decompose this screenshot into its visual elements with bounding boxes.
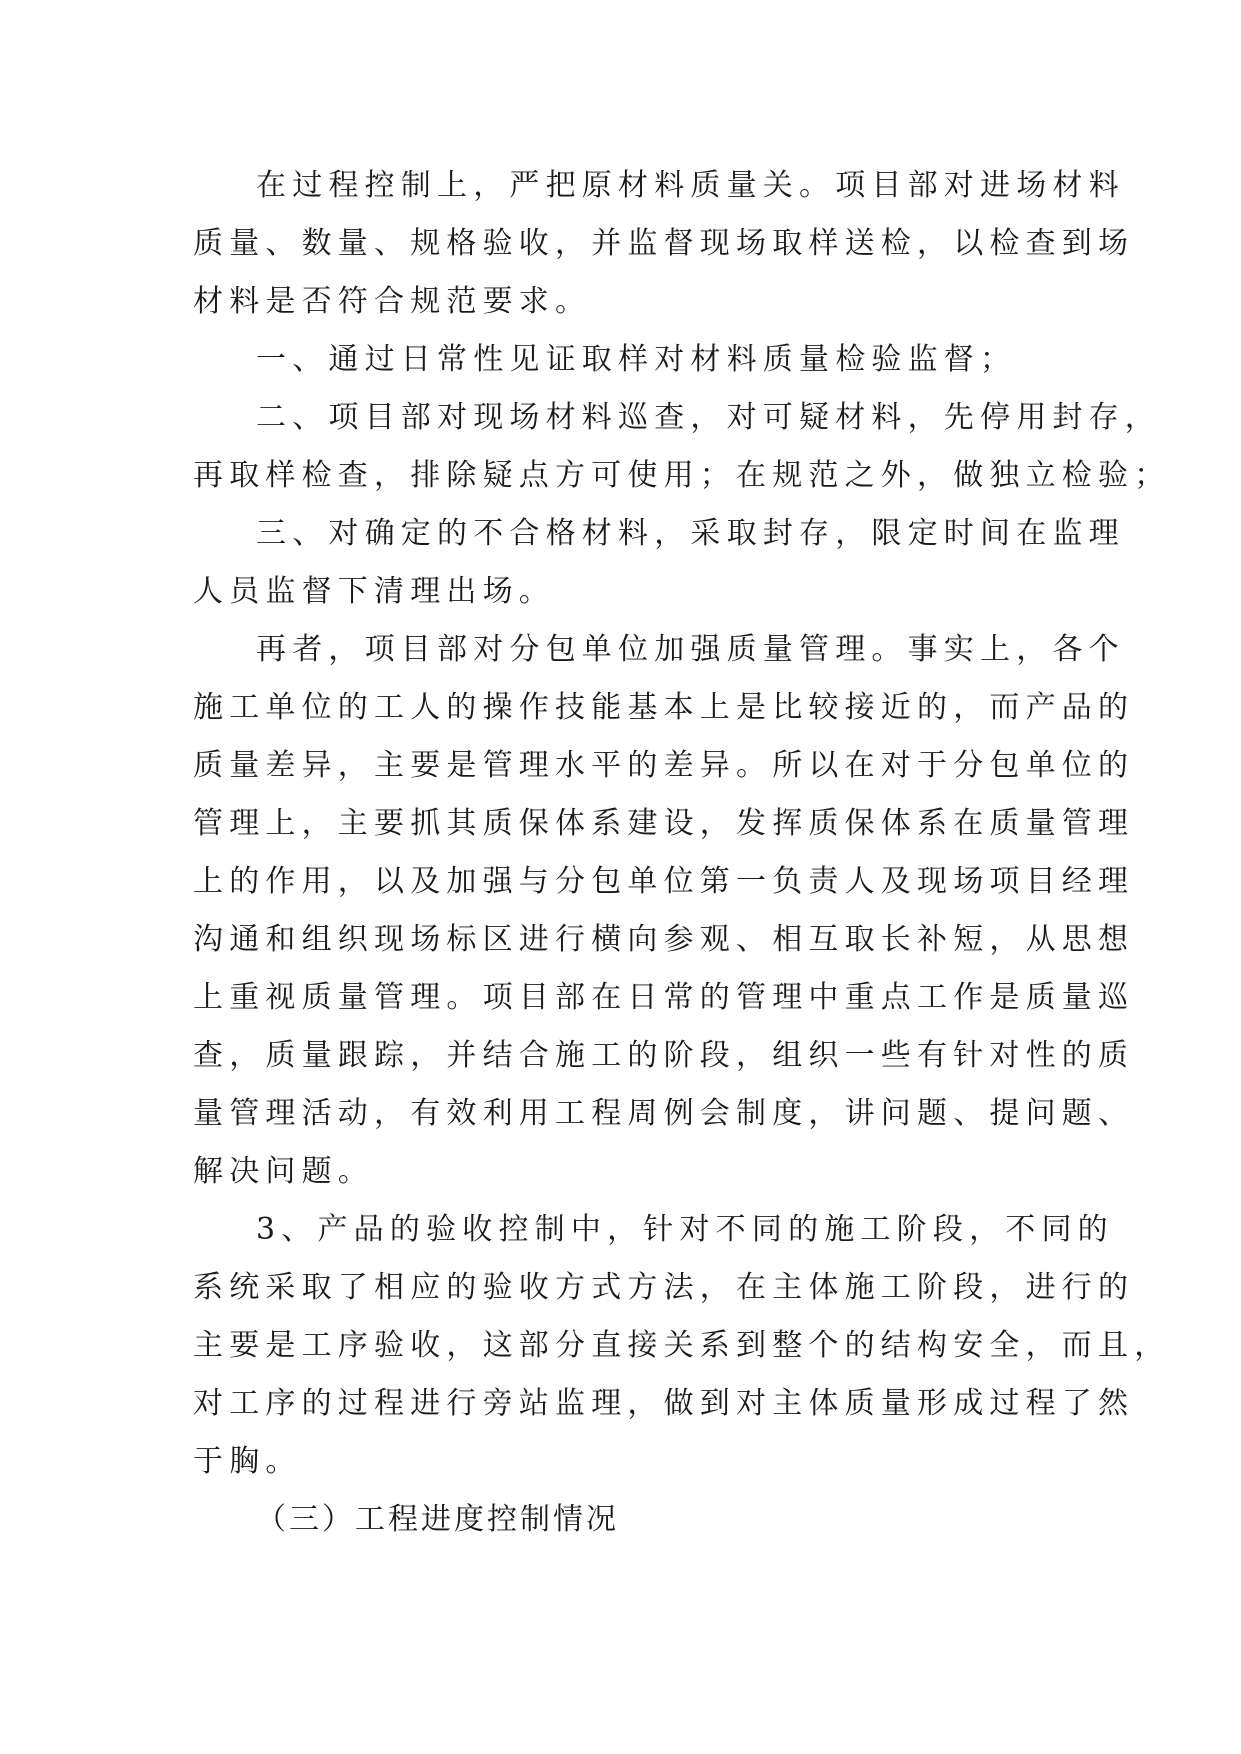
list-item-3-line-2: 人员监督下清理出场。 (193, 574, 555, 609)
paragraph-subcontract-line-2: 施工单位的工人的操作技能基本上是比较接近的，而产品的 (193, 690, 1135, 725)
paragraph-acceptance-line-2: 系统采取了相应的验收方式方法，在主体施工阶段，进行的 (193, 1270, 1135, 1305)
paragraph-acceptance-line-1: 3、产品的验收控制中，针对不同的施工阶段，不同的 (256, 1212, 1114, 1247)
paragraph-process-control-line-1: 在过程控制上，严把原材料质量关。项目部对进场材料 (256, 168, 1125, 203)
paragraph-acceptance-line-3: 主要是工序验收，这部分直接关系到整个的结构安全，而且， (193, 1328, 1171, 1363)
paragraph-subcontract-line-10: 解决问题。 (193, 1154, 374, 1189)
paragraph-subcontract-line-3: 质量差异，主要是管理水平的差异。所以在对于分包单位的 (193, 748, 1135, 783)
paragraph-subcontract-line-7: 上重视质量管理。项目部在日常的管理中重点工作是质量巡 (193, 980, 1135, 1015)
paragraph-acceptance-line-5: 于胸。 (193, 1444, 302, 1479)
paragraph-subcontract-line-4: 管理上，主要抓其质保体系建设，发挥质保体系在质量管理 (193, 806, 1135, 841)
list-item-3-line-1: 三、对确定的不合格材料，采取封存，限定时间在监理 (256, 516, 1125, 551)
paragraph-subcontract-line-6: 沟通和组织现场标区进行横向参观、相互取长补短，从思想 (193, 922, 1135, 957)
list-item-2-line-2: 再取样检查，排除疑点方可使用；在规范之外，做独立检验； (193, 458, 1171, 493)
paragraph-subcontract-line-1: 再者，项目部对分包单位加强质量管理。事实上，各个 (256, 632, 1125, 667)
paragraph-process-control-line-3: 材料是否符合规范要求。 (193, 284, 592, 319)
paragraph-subcontract-line-9: 量管理活动，有效利用工程周例会制度，讲问题、提问题、 (193, 1096, 1135, 1131)
paragraph-process-control-line-2: 质量、数量、规格验收，并监督现场取样送检，以检查到场 (193, 226, 1135, 261)
list-item-2-line-1: 二、项目部对现场材料巡查，对可疑材料，先停用封存， (256, 400, 1161, 435)
list-item-1: 一、通过日常性见证取样对材料质量检验监督； (256, 342, 1017, 377)
paragraph-acceptance-line-4: 对工序的过程进行旁站监理，做到对主体质量形成过程了然 (193, 1386, 1135, 1421)
section-heading-progress-control: （三）工程进度控制情况 (256, 1502, 619, 1537)
paragraph-subcontract-line-8: 查，质量跟踪，并结合施工的阶段，组织一些有针对性的质 (193, 1038, 1135, 1073)
paragraph-subcontract-line-5: 上的作用，以及加强与分包单位第一负责人及现场项目经理 (193, 864, 1135, 899)
